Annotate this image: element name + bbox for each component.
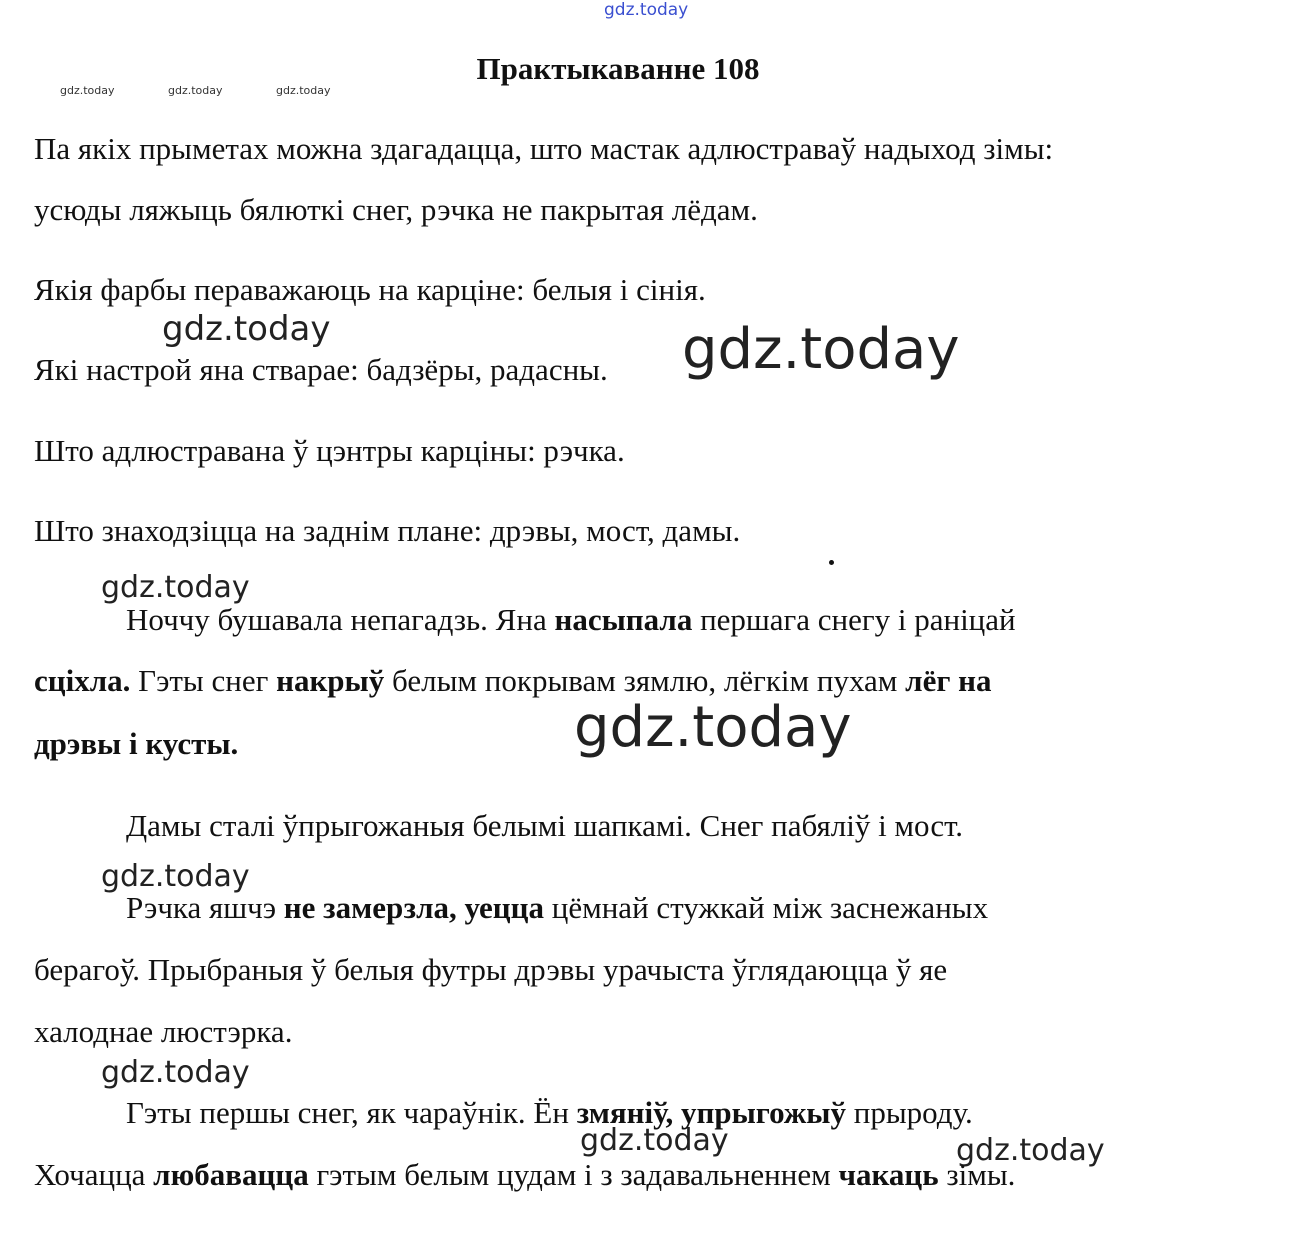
- watermark-big-1: gdz.today: [682, 317, 960, 382]
- answer-1: Па якіх прыметах можна здагадацца, што мастак адлюстраваў надыход зімы:: [34, 131, 1054, 166]
- paragraph-1-line-3: дрэвы і кусты.: [34, 726, 239, 761]
- watermark-mid-2: gdz.today: [101, 570, 250, 605]
- answer-4: Што адлюстравана ў цэнтры карціны: рэчка.: [34, 433, 625, 468]
- paragraph-4-line-2: Хочацца любавацца гэтым белым цудам і з задавальненнем чакаць зімы.: [34, 1157, 1016, 1192]
- watermark-mid-1: gdz.today: [162, 309, 331, 349]
- watermark-small-2: gdz.today: [168, 84, 223, 97]
- watermark-top: gdz.today: [604, 0, 689, 20]
- answer-5: Што знаходзіцца на заднім плане: дрэвы, мост, дамы.: [34, 513, 741, 548]
- paragraph-1-line-1: Ноччу бушавала непагадзь. Яна насыпала першага снегу і раніцай: [126, 602, 1016, 637]
- watermark-mid-4: gdz.today: [101, 1055, 250, 1090]
- paragraph-2: Дамы сталі ўпрыгожаныя белымі шапкамі. Снег пабяліў і мост.: [126, 808, 964, 843]
- answer-2: Якія фарбы пераважаюць на карціне: белыя і сінія.: [34, 272, 706, 307]
- paragraph-3-line-2: берагоў. Прыбраныя ў белыя футры дрэвы урачыста ўглядаюцца ў яе: [34, 952, 948, 987]
- stray-dot: [829, 560, 834, 565]
- watermark-mid-5: gdz.today: [580, 1123, 729, 1158]
- watermark-small-1: gdz.today: [60, 84, 115, 97]
- paragraph-3-line-1: Рэчка яшчэ не замерзла, уецца цёмнай стужкай між заснежаных: [126, 890, 989, 925]
- answer-1-continued: усюды ляжыць бялюткі снег, рэчка не пакрытая лёдам.: [34, 192, 758, 227]
- paragraph-1-line-2: сціхла. Гэты снег накрыў белым покрывам зямлю, лёгкім пухам лёг на: [34, 663, 992, 698]
- watermark-small-3: gdz.today: [276, 84, 331, 97]
- page-title: Практыкаванне 108: [476, 51, 760, 86]
- paragraph-4-line-1: Гэты першы снег, як чараўнік. Ён змяніў, упрыгожыў прыроду.: [126, 1095, 973, 1130]
- answer-3: Які настрой яна стварае: бадзёры, радасны.: [34, 352, 608, 387]
- watermark-big-2: gdz.today: [574, 695, 852, 760]
- watermark-mid-3: gdz.today: [101, 859, 250, 894]
- watermark-mid-6: gdz.today: [956, 1133, 1105, 1168]
- paragraph-3-line-3: халоднае люстэрка.: [34, 1014, 293, 1049]
